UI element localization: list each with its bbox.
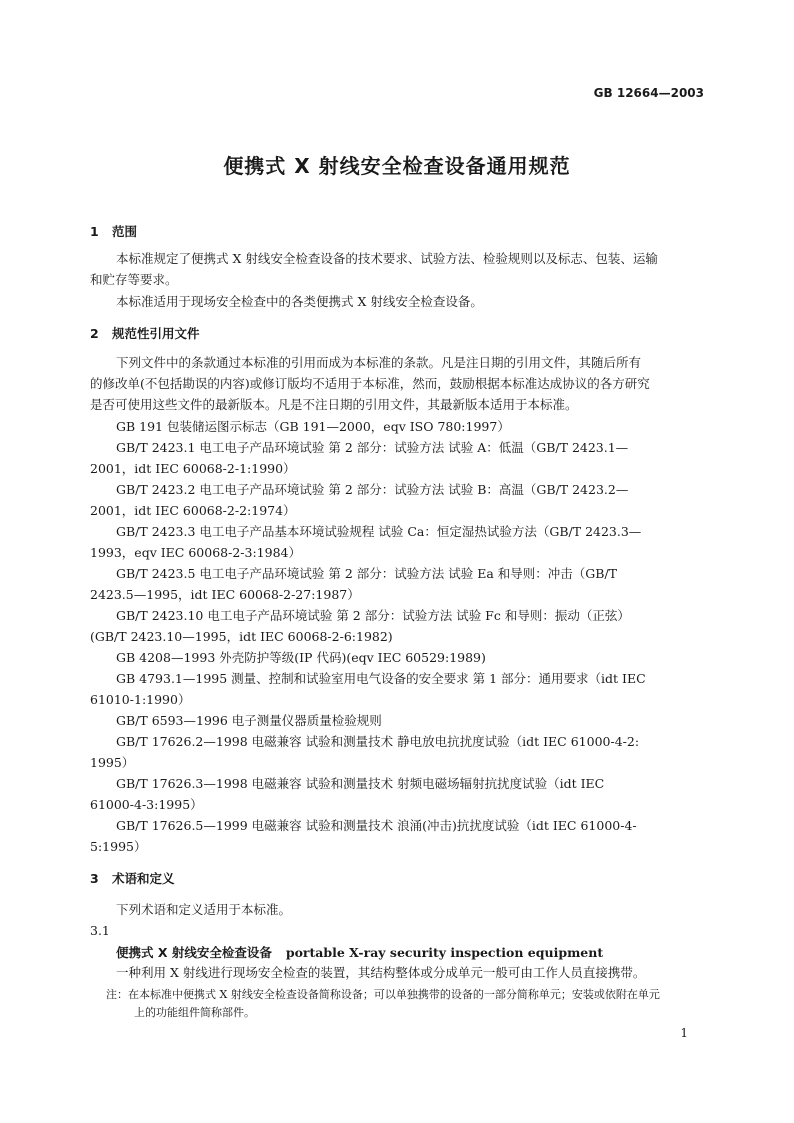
standard-code: GB 12664—2003 bbox=[593, 86, 704, 100]
term-english: portable X-ray security inspection equipment bbox=[285, 945, 604, 960]
reference-item: GB 4793.1—1995 测量、控制和试验室用电气设备的安全要求 第 1 部分：通用要求（idt IEC bbox=[116, 671, 646, 686]
section-number: 1 bbox=[90, 224, 99, 239]
reference-item-cont: 2001，idt IEC 60068-2-1:1990） bbox=[90, 461, 296, 476]
note-line: 上的功能组件简称部件。 bbox=[134, 1006, 255, 1019]
paragraph-line: 本标准适用于现场安全检查中的各类便携式 X 射线安全检查设备。 bbox=[116, 294, 483, 309]
paragraph-line: 和贮存等要求。 bbox=[90, 272, 178, 287]
paragraph-line: 下列文件中的条款通过本标准的引用而成为本标准的条款。凡是注日期的引用文件，其随后所有 bbox=[116, 355, 642, 370]
section-title: 术语和定义 bbox=[112, 871, 175, 886]
reference-item-cont: 61010-1:1990） bbox=[90, 692, 191, 707]
reference-item-cont: 1995） bbox=[90, 755, 135, 770]
reference-item: GB/T 2423.3 电工电子产品基本环境试验规程 试验 Ca：恒定湿热试验方法（GB/T 2423.3— bbox=[116, 524, 642, 539]
section-2-heading bbox=[90, 324, 200, 342]
subsection-number: 3.1 bbox=[90, 923, 110, 938]
reference-item: GB/T 6593—1996 电子测量仪器质量检验规则 bbox=[116, 713, 382, 728]
paragraph-line: 是否可使用这些文件的最新版本。凡是不注日期的引用文件，其最新版本适用于本标准。 bbox=[90, 397, 578, 412]
section-number: 2 bbox=[90, 326, 99, 341]
paragraph-line: 的修改单(不包括勘误的内容)或修订版均不适用于本标准，然而，鼓励根据本标准达成协议的各方研究 bbox=[90, 376, 650, 391]
reference-item: GB 4208—1993 外壳防护等级(IP 代码)(eqv IEC 60529:1989) bbox=[116, 650, 486, 665]
note-line: 注：在本标准中便携式 X 射线安全检查设备简称设备；可以单独携带的设备的一部分简称单元；安装或依附在单元 bbox=[106, 988, 660, 1001]
reference-item-cont: 61000-4-3:1995） bbox=[90, 797, 203, 812]
reference-item-cont: (GB/T 2423.10—1995，idt IEC 60068-2-6:1982) bbox=[90, 629, 393, 644]
reference-item-cont: 2001，idt IEC 60068-2-2:1974） bbox=[90, 503, 296, 518]
reference-item-cont: 2423.5—1995，idt IEC 60068-2-27:1987） bbox=[90, 587, 360, 602]
section-title: 规范性引用文件 bbox=[112, 326, 200, 341]
reference-item: GB/T 17626.3—1998 电磁兼容 试验和测量技术 射频电磁场辐射抗扰度试验（idt IEC bbox=[116, 776, 605, 791]
page-number: 1 bbox=[680, 1026, 688, 1040]
section-3-heading bbox=[90, 869, 175, 887]
section-title: 范围 bbox=[112, 224, 138, 239]
section-number: 3 bbox=[90, 871, 99, 886]
reference-item: GB/T 17626.2—1998 电磁兼容 试验和测量技术 静电放电抗扰度试验（idt IEC 61000-4-2: bbox=[116, 734, 640, 749]
paragraph-line: 下列术语和定义适用于本标准。 bbox=[116, 902, 292, 917]
section-1-heading bbox=[90, 222, 137, 240]
document-title: 便携式 X 射线安全检查设备通用规范 bbox=[223, 154, 571, 178]
reference-item-cont: 5:1995） bbox=[90, 839, 147, 854]
reference-item: GB/T 2423.2 电工电子产品环境试验 第 2 部分：试验方法 试验 B：高温（GB/T 2423.2— bbox=[116, 482, 629, 497]
paragraph-line: 本标准规定了便携式 X 射线安全检查设备的技术要求、试验方法、检验规则以及标志、包装、运输 bbox=[116, 251, 658, 266]
reference-item: GB/T 2423.10 电工电子产品环境试验 第 2 部分：试验方法 试验 Fc 和导则：振动（正弦） bbox=[116, 608, 630, 623]
reference-item: GB 191 包装储运图示标志（GB 191—2000，eqv ISO 780:1997） bbox=[116, 419, 510, 434]
reference-item: GB/T 2423.1 电工电子产品环境试验 第 2 部分：试验方法 试验 A：低温（GB/T 2423.1— bbox=[116, 440, 629, 455]
term-chinese: 便携式 X 射线安全检查设备 bbox=[116, 945, 272, 960]
reference-item-cont: 1993，eqv IEC 60068-2-3:1984） bbox=[90, 545, 301, 560]
reference-item: GB/T 17626.5—1999 电磁兼容 试验和测量技术 浪涌(冲击)抗扰度试验（idt IEC 61000-4- bbox=[116, 818, 637, 833]
term-entry bbox=[116, 943, 603, 961]
term-definition: 一种利用 X 射线进行现场安全检查的装置，其结构整体或分成单元一般可由工作人员直接携带。 bbox=[116, 965, 646, 980]
reference-item: GB/T 2423.5 电工电子产品环境试验 第 2 部分：试验方法 试验 Ea 和导则：冲击（GB/T bbox=[116, 566, 617, 581]
